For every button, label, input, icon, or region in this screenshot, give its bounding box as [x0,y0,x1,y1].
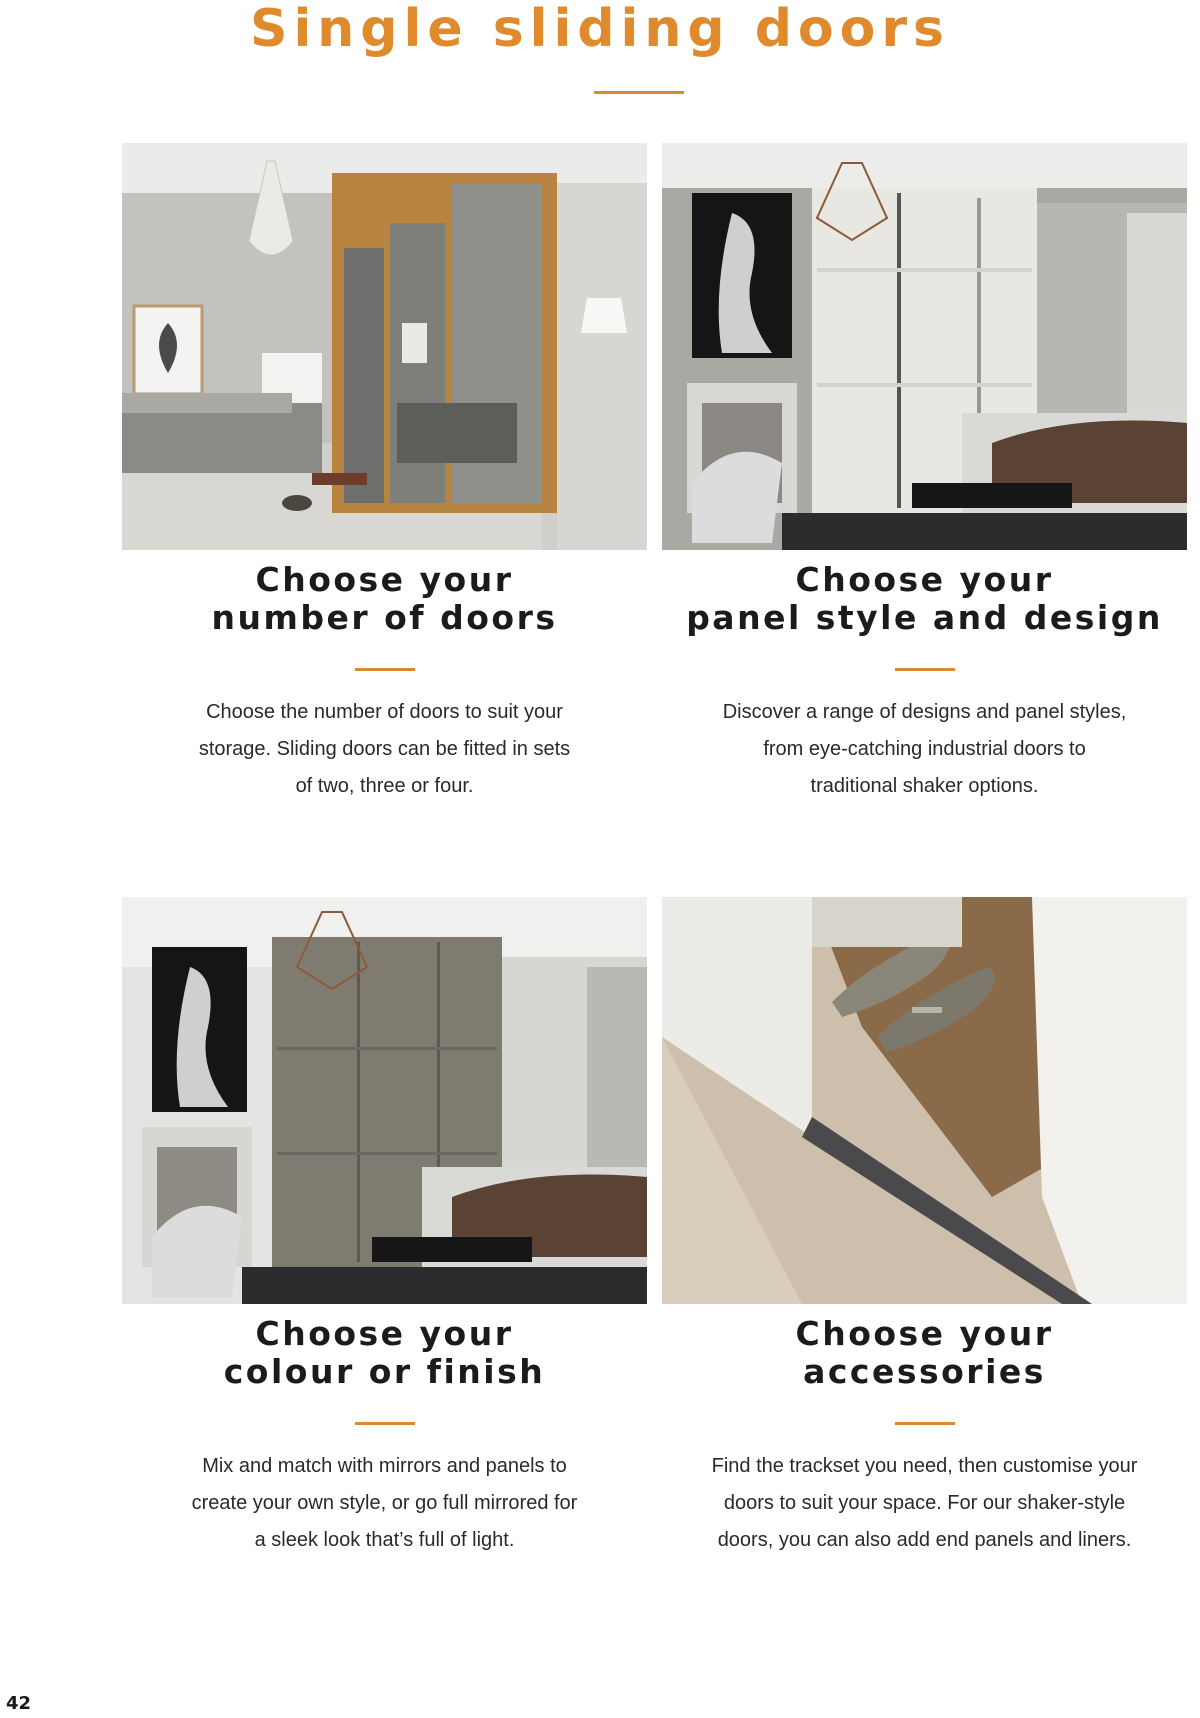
card-heading: Choose your panel style and design [686,560,1163,637]
title-divider [594,91,684,94]
card-description: Find the trackset you need, then customise your doors to suit your space. For our shaker-style doors, you can also add end panels and liners. [711,1455,1138,1551]
page-title: Single sliding doors [250,0,950,59]
heading-divider [355,1422,415,1425]
card-heading: Choose your number of doors [211,560,558,637]
heading-divider [895,668,955,671]
sliding-door-track-photo [662,897,1187,1304]
page-number: 42 [6,1693,32,1714]
bedroom-mirrored-wardrobe-photo [122,143,647,550]
card-heading: Choose your colour or finish [223,1314,546,1391]
heading-divider [895,1422,955,1425]
bedroom-grey-wardrobe-photo [122,897,647,1304]
heading-divider [355,668,415,671]
card-heading: Choose your accessories [795,1314,1054,1391]
card-description: Choose the number of doors to suit your storage. Sliding doors can be fitted in sets of two, three or four. [198,701,571,797]
card-description: Mix and match with mirrors and panels to create your own style, or go full mirrored for a sleek look that’s full of light. [191,1455,578,1551]
bedroom-shaker-wardrobe-photo [662,143,1187,550]
card-description: Discover a range of designs and panel styles, from eye-catching industrial doors to traditional shaker options. [722,701,1127,797]
